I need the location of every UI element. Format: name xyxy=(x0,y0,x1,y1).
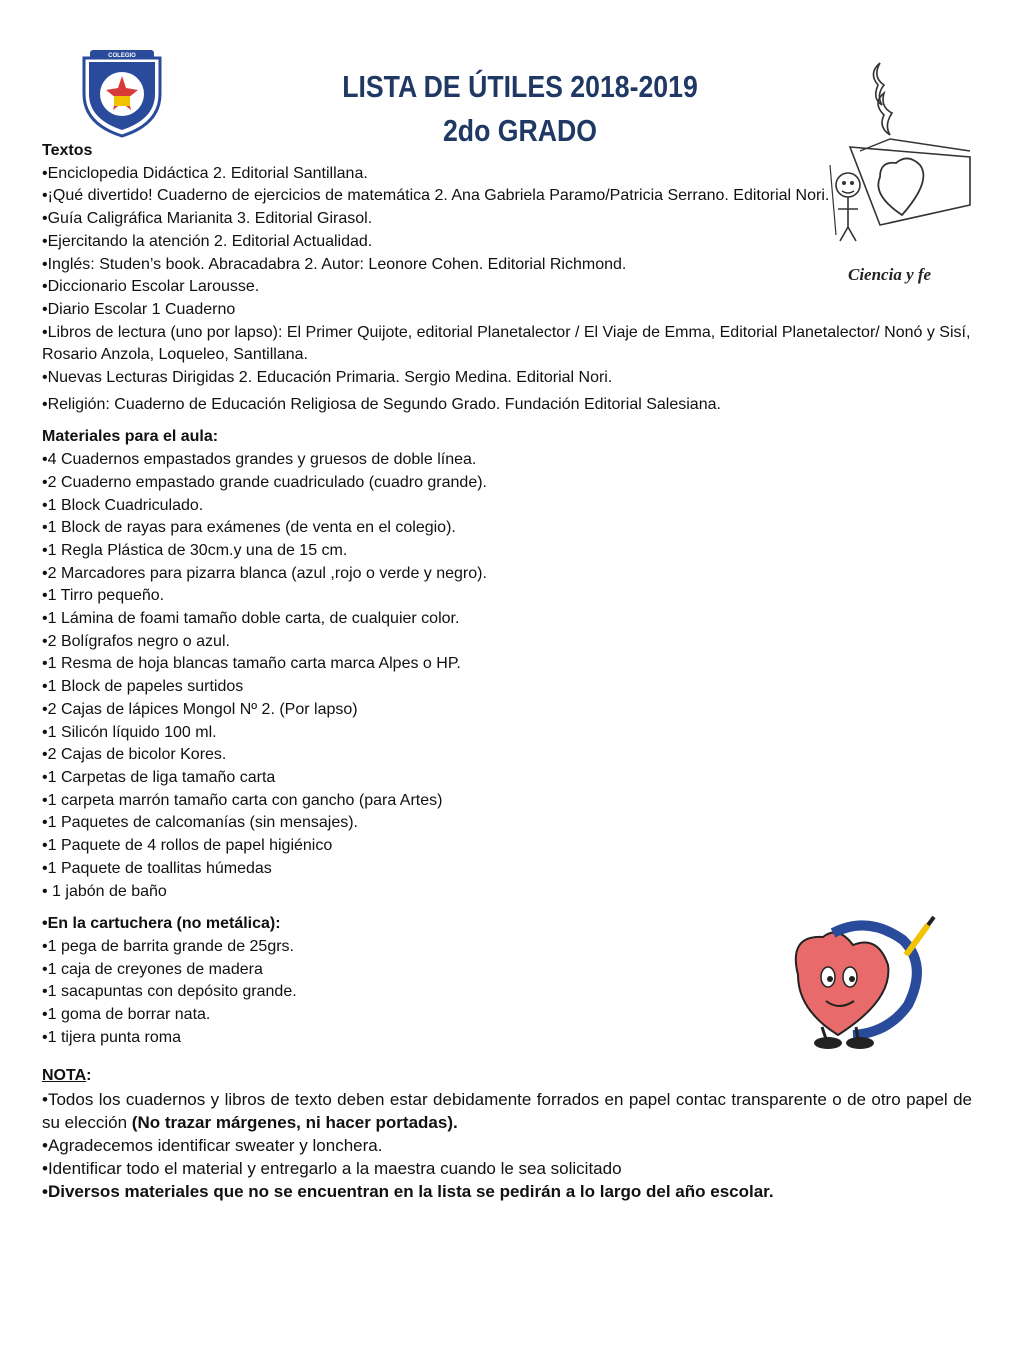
textos-item: •¡Qué divertido! Cuaderno de ejercicios de matemática 2. Ana Gabriela Paramo/Patricia Serrano. Editorial Nori. xyxy=(42,187,830,205)
materiales-item: •1 Block de rayas para exámenes (de venta en el colegio). xyxy=(42,519,456,537)
materiales-item: •1 Tirro pequeño. xyxy=(42,587,165,605)
materiales-item: •1 Paquete de 4 rollos de papel higiénico xyxy=(42,837,333,855)
school-crest-logo xyxy=(78,44,166,138)
materiales-item: •1 Paquetes de calcomanías (sin mensajes). xyxy=(42,814,358,832)
materiales-item: •2 Marcadores para pizarra blanca (azul ,rojo o verde y negro). xyxy=(42,564,487,582)
textos-item: •Ejercitando la atención 2. Editorial Actualidad. xyxy=(42,232,373,250)
materiales-item: •1 Lámina de foami tamaño doble carta, de cualquier color. xyxy=(42,610,460,628)
materiales-item: •2 Cajas de lápices Mongol Nº 2. (Por lapso) xyxy=(42,700,358,718)
cartuchera-item: •1 tijera punta roma xyxy=(42,1028,182,1046)
textos-item: •Inglés: Studen’s book. Abracadabra 2. Autor: Leonore Cohen. Editorial Richmond. xyxy=(42,255,627,273)
title-line-1: LISTA DE ÚTILES 2018-2019 xyxy=(342,69,698,104)
textos-item: •Libros de lectura (uno por lapso): El Primer Quijote, editorial Planetalector / El Viaje de Emma, Editorial Planetalector/ Nonó y Sisí, Rosario Anzola, Loqueleo, Santillana. xyxy=(42,323,971,364)
materiales-item: • 1 jabón de baño xyxy=(42,882,167,900)
cartuchera-item: •1 sacapuntas con depósito grande. xyxy=(42,983,297,1001)
materiales-item: •1 Block de papeles surtidos xyxy=(42,678,244,696)
textos-item: •Diario Escolar 1 Cuaderno xyxy=(42,300,236,318)
materiales-item: •1 carpeta marrón tamaño carta con gancho (para Artes) xyxy=(42,791,443,809)
nota-line: •Identificar todo el material y entregarlo a la maestra cuando le sea solicitado xyxy=(42,1159,622,1179)
materiales-item: •2 Cuaderno empastado grande cuadriculado (cuadro grande). xyxy=(42,473,487,491)
motto-text: Ciencia y fe xyxy=(848,265,932,284)
textos-item: •Guía Caligráfica Marianita 3. Editorial Girasol. xyxy=(42,210,373,228)
materiales-item: •1 Block Cuadriculado. xyxy=(42,496,204,514)
materiales-heading: Materiales para el aula: xyxy=(42,428,219,446)
textos-item: •Religión: Cuaderno de Educación Religiosa de Segundo Grado. Fundación Editorial Salesiana. xyxy=(42,395,721,413)
nota-line: •Diversos materiales que no se encuentran en la lista se pedirán a lo largo del año escolar. xyxy=(42,1182,774,1202)
cartuchera-item: •1 pega de barrita grande de 25grs. xyxy=(42,937,294,955)
svg-text:COLEGIO: COLEGIO xyxy=(108,53,136,59)
materiales-item: •2 Bolígrafos negro o azul. xyxy=(42,632,230,650)
textos-item: •Nuevas Lecturas Dirigidas 2. Educación Primaria. Sergio Medina. Editorial Nori. xyxy=(42,369,613,387)
cartuchera-item: •1 caja de creyones de madera xyxy=(42,960,263,978)
textos-item: •Enciclopedia Didáctica 2. Editorial Santillana. xyxy=(42,164,368,182)
materiales-item: •1 Resma de hoja blancas tamaño carta marca Alpes o HP. xyxy=(42,655,461,673)
title-line-2: 2do GRADO xyxy=(442,113,598,148)
materiales-item: •1 Carpetas de liga tamaño carta xyxy=(42,768,276,786)
cartuchera-item: •1 goma de borrar nata. xyxy=(42,1006,211,1024)
materiales-item: •4 Cuadernos empastados grandes y gruesos de doble línea. xyxy=(42,451,477,469)
nota-line: •Agradecemos identificar sweater y lonchera. xyxy=(42,1136,383,1156)
textos-item: •Diccionario Escolar Larousse. xyxy=(42,278,260,296)
nota-heading: NOTA: xyxy=(42,1067,92,1085)
nota-line: •Todos los cuadernos y libros de texto deben estar debidamente forrados en papel contac transparente o de otro papel de su elección (No trazar márgenes, ni hacer portadas). xyxy=(42,1090,972,1133)
materiales-item: •1 Silicón líquido 100 ml. xyxy=(42,723,217,741)
materiales-item: •1 Paquete de toallitas húmedas xyxy=(42,859,272,877)
page-title xyxy=(331,68,709,150)
cartuchera-heading: •En la cartuchera (no metálica): xyxy=(42,915,281,933)
textos-heading: Textos xyxy=(42,142,93,159)
supplies-list xyxy=(42,140,972,1203)
materiales-item: •2 Cajas de bicolor Kores. xyxy=(42,746,227,764)
materiales-item: •1 Regla Plástica de 30cm.y una de 15 cm. xyxy=(42,541,348,559)
